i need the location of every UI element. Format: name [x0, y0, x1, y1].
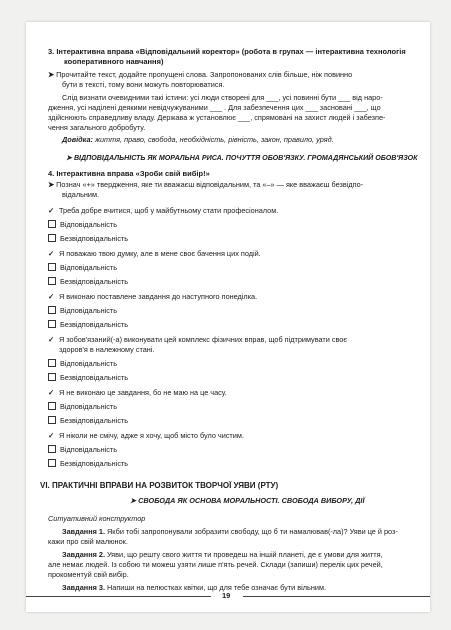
arrow-right-icon: ➤ [48, 70, 55, 79]
task-2: Завдання 2. Уяви, що решту свого життя ти проведеш на іншій планеті, де є умови для життя, [62, 550, 383, 559]
textbook-page [26, 22, 430, 612]
section-6-banner: ➤ СВОБОДА ЯК ОСНОВА МОРАЛЬНОСТІ. СВОБОДА ВИБОРУ, ДІЇ [130, 496, 365, 505]
checkbox[interactable] [48, 416, 56, 424]
option-irresponsible[interactable]: Безвідповідальність [48, 234, 128, 243]
option-responsible[interactable]: Відповідальність [48, 445, 117, 454]
exercise-3-text-line: чення загального добробуту. [48, 123, 146, 132]
statement: ✓ Я зобов'язаний(-а) виконувати цей комплекс фізичних вправ, щоб підтримувати своє [48, 335, 348, 344]
checkbox[interactable] [48, 320, 56, 328]
footer-rule-left [26, 596, 211, 597]
option-irresponsible[interactable]: Безвідповідальність [48, 373, 128, 382]
hint-words: життя, право, свобода, необхідність, рівність, закон, правило, уряд. [92, 135, 334, 144]
exercise-4-instruction-cont: відальним. [62, 190, 100, 199]
option-irresponsible[interactable]: Безвідповідальність [48, 459, 128, 468]
section-6-subheading: Ситуативний конструктор [48, 514, 146, 523]
checkmark-icon: ✓ [48, 431, 55, 440]
hint-label: Довідка: [62, 135, 93, 144]
checkbox[interactable] [48, 220, 56, 228]
exercise-3-text-line: Слід визнати очевидними такі істини: усі люди створені для ___, усі повинні бути ___ від наро- [62, 93, 383, 102]
statement-cont: здоров'я в належному стані. [59, 345, 155, 354]
option-responsible[interactable]: Відповідальність [48, 402, 117, 411]
checkbox[interactable] [48, 445, 56, 453]
statement: ✓ Я не виконаю це завдання, бо не маю на це часу. [48, 388, 227, 397]
arrow-right-icon: ➤ [48, 180, 55, 189]
checkbox[interactable] [48, 277, 56, 285]
footer-rule-right [243, 596, 430, 597]
checkbox[interactable] [48, 306, 56, 314]
checkbox[interactable] [48, 402, 56, 410]
checkbox[interactable] [48, 359, 56, 367]
checkbox[interactable] [48, 234, 56, 242]
statement: ✓ Треба добре вчитися, щоб у майбутньому стати професіоналом. [48, 206, 279, 215]
checkbox[interactable] [48, 459, 56, 467]
exercise-3-text-line: здійснюють справедливу владу. Держава ж установлює ___, спрямовані на захист людей і забезпе- [48, 113, 386, 122]
option-irresponsible[interactable]: Безвідповідальність [48, 320, 128, 329]
exercise-3-instruction-cont: бути в тексті, тому вони можуть повторюватися. [62, 80, 225, 89]
option-responsible[interactable]: Відповідальність [48, 263, 117, 272]
task-2-cont: прокоментуй свій вибір. [48, 570, 129, 579]
checkmark-icon: ✓ [48, 292, 55, 301]
exercise-3-heading-cont: кооперативного навчання) [64, 57, 164, 66]
exercise-3-text-line: дження, усі наділені деякими невідчужуваними ___ . Для забезпечення цих ___ засновані ___, що [48, 103, 381, 112]
exercise-4-instruction: ➤ Познач «+» твердження, яке ти вважаєш відповідальним, та «–» — яке вважаєш безвідпо- [48, 180, 364, 189]
option-responsible[interactable]: Відповідальність [48, 306, 117, 315]
statement: ✓ Я поважаю твою думку, але в мене своє бачення цих подій. [48, 249, 261, 258]
double-arrow-icon: ➤ [66, 154, 72, 162]
task-1-cont: кажи про свій малюнок. [48, 537, 128, 546]
task-1: Завдання 1. Якби тобі запропонували зобразити свободу, що б ти намалював(-ла)? Уяви це й роз- [62, 527, 398, 536]
option-irresponsible[interactable]: Безвідповідальність [48, 416, 128, 425]
checkmark-icon: ✓ [48, 249, 55, 258]
exercise-4-heading: 4. Інтерактивна вправа «Зроби свій вибір!» [48, 169, 210, 178]
exercise-3-instruction: ➤ Прочитайте текст, додайте пропущені слова. Запропонованих слів більше, ніж повинно [48, 70, 353, 79]
checkmark-icon: ✓ [48, 206, 55, 215]
checkbox[interactable] [48, 373, 56, 381]
exercise-3-heading: 3. Інтерактивна вправа «Відповідальний коректор» (робота в групах — інтерактивна технологія [48, 47, 406, 56]
checkbox[interactable] [48, 263, 56, 271]
double-arrow-icon: ➤ [130, 496, 137, 505]
section-6-heading: VI. ПРАКТИЧНІ ВПРАВИ НА РОЗВИТОК ТВОРЧОЇ УЯВИ (РТУ) [40, 481, 279, 490]
option-responsible[interactable]: Відповідальність [48, 220, 117, 229]
task-2-cont: але немає людей. Із собою ти можеш узяти лише п'ять речей. Склади (запиши) перелік цих речей, [48, 560, 383, 569]
statement: ✓ Я виконаю поставлене завдання до наступного понеділка. [48, 292, 258, 301]
page-number: 19 [222, 591, 231, 600]
task-3: Завдання 3. Напиши на пелюстках квітки, що для тебе означає бути вільним. [62, 583, 326, 592]
option-irresponsible[interactable]: Безвідповідальність [48, 277, 128, 286]
section-banner: ➤ ВІДПОВІДАЛЬНІСТЬ ЯК МОРАЛЬНА РИСА. ПОЧУТТЯ ОБОВ'ЯЗКУ. ГРОМАДЯНСЬКИЙ ОБОВ'ЯЗОК [66, 154, 418, 162]
statement: ✓ Я ніколи не смічу, адже я хочу, щоб місто було чистим. [48, 431, 244, 440]
exercise-3-hint [62, 135, 334, 144]
option-responsible[interactable]: Відповідальність [48, 359, 117, 368]
checkmark-icon: ✓ [48, 388, 55, 397]
checkmark-icon: ✓ [48, 335, 55, 344]
